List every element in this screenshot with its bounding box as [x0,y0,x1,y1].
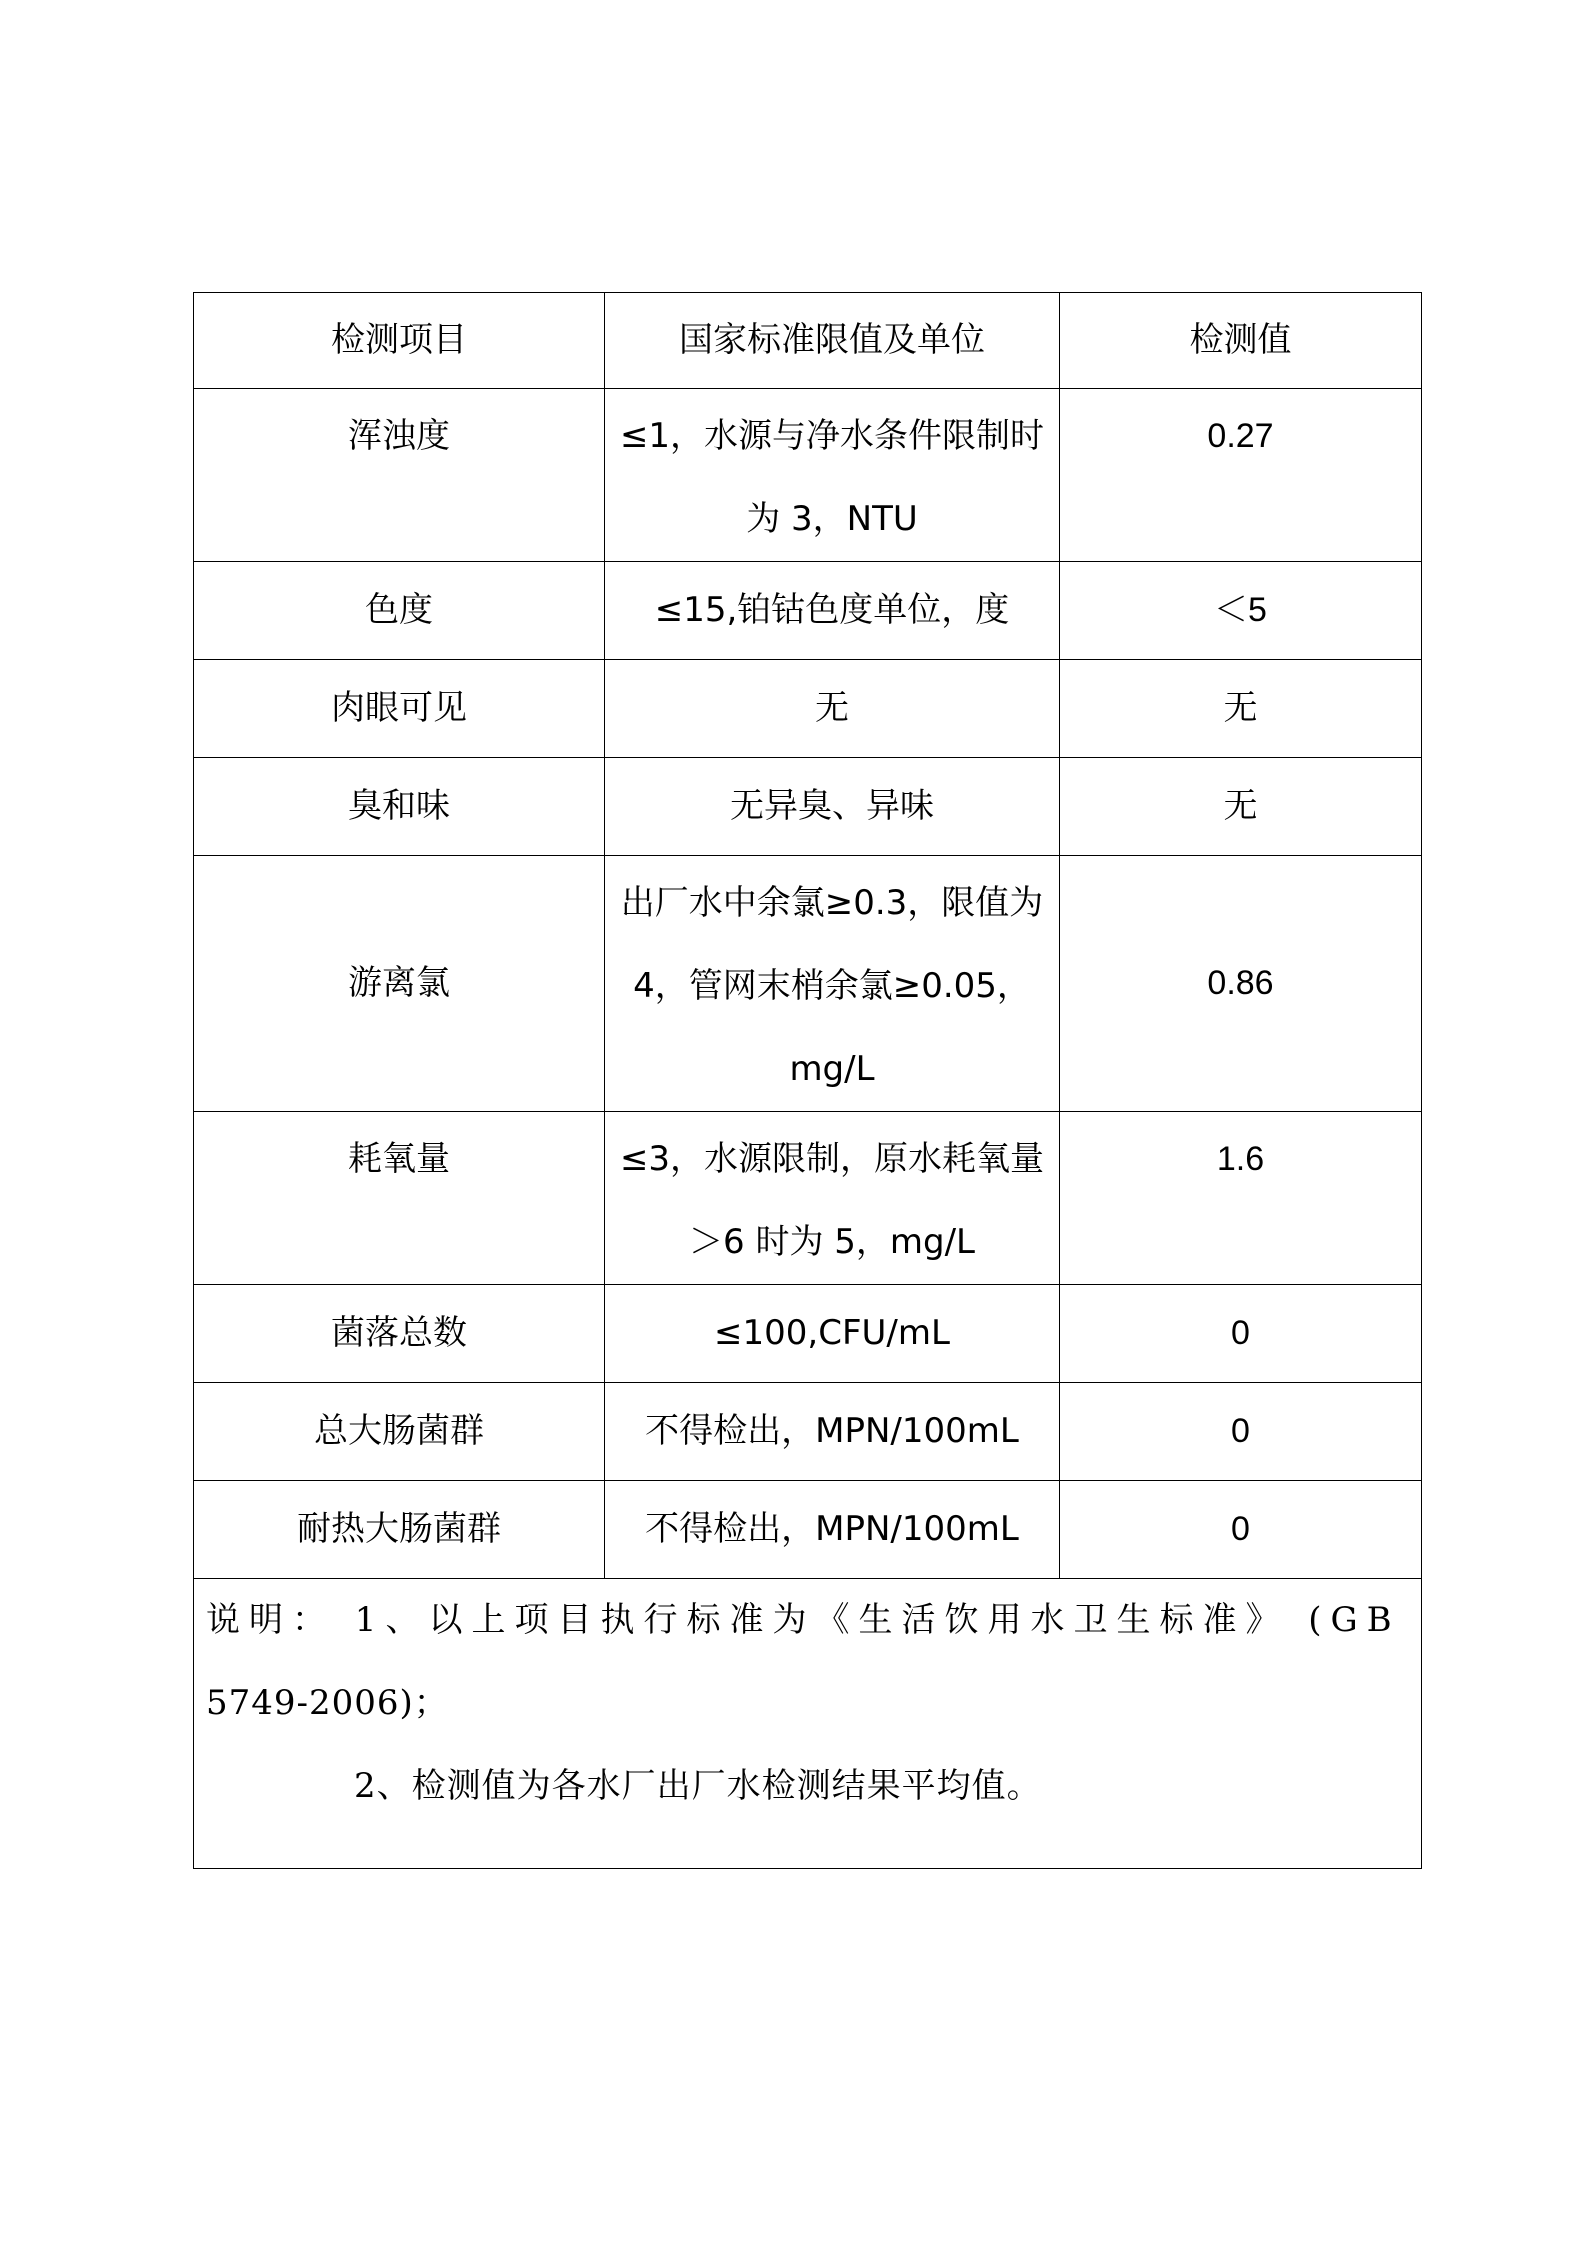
table-row-colony-count [194,1285,1422,1383]
table-note-row [194,1579,1422,1869]
note-line-3: 2、检测值为各水厂出厂水检测结果平均值。 [354,1766,1042,1806]
cell-item: 菌落总数 [194,1285,605,1383]
cell-value: 0 [1060,1383,1422,1481]
table-row-color [194,562,1422,660]
header-value: 检测值 [1060,293,1422,389]
note-line-2: 5749-2006)； [206,1683,449,1723]
cell-item: 总大肠菌群 [194,1383,605,1481]
cell-standard: ≤15,铂钴色度单位，度 [605,562,1060,660]
cell-standard: ≤3，水源限制，原水耗氧量＞6 时为 5，mg/L [605,1112,1060,1285]
table-row-thermotolerant-coliform [194,1481,1422,1579]
cell-value: ＜5 [1060,562,1422,660]
header-item: 检测项目 [194,293,605,389]
table-row-free-chlorine [194,856,1422,1112]
cell-value: 1.6 [1060,1112,1422,1285]
cell-value: 无 [1060,660,1422,758]
note-cell [194,1579,1422,1869]
cell-item: 肉眼可见 [194,660,605,758]
cell-item: 臭和味 [194,758,605,856]
water-quality-table [193,292,1422,1869]
cell-standard: 无异臭、异味 [605,758,1060,856]
cell-standard: 不得检出，MPN/100mL [605,1383,1060,1481]
cell-value: 无 [1060,758,1422,856]
cell-value: 0 [1060,1481,1422,1579]
cell-standard: ≤1，水源与净水条件限制时为 3，NTU [605,389,1060,562]
note-line-1: 说明： 1、以上项目执行标准为《生活饮用水卫生标准》 (GB [206,1600,1401,1640]
header-standard: 国家标准限值及单位 [605,293,1060,389]
table-header-row [194,293,1422,389]
cell-standard: 出厂水中余氯≥0.3，限值为 4，管网末梢余氯≥0.05，mg/L [605,856,1060,1112]
cell-standard: 无 [605,660,1060,758]
cell-item: 耐热大肠菌群 [194,1481,605,1579]
table-row-total-coliform [194,1383,1422,1481]
cell-value: 0.86 [1060,856,1422,1112]
cell-item: 游离氯 [194,856,605,1112]
cell-item: 耗氧量 [194,1112,605,1285]
cell-value: 0 [1060,1285,1422,1383]
cell-standard: 不得检出，MPN/100mL [605,1481,1060,1579]
table-row-oxygen-consumption [194,1112,1422,1285]
table-row-turbidity [194,389,1422,562]
cell-item: 浑浊度 [194,389,605,562]
cell-item: 色度 [194,562,605,660]
cell-value: 0.27 [1060,389,1422,562]
cell-standard: ≤100,CFU/mL [605,1285,1060,1383]
table-row-odor [194,758,1422,856]
table-row-visible [194,660,1422,758]
